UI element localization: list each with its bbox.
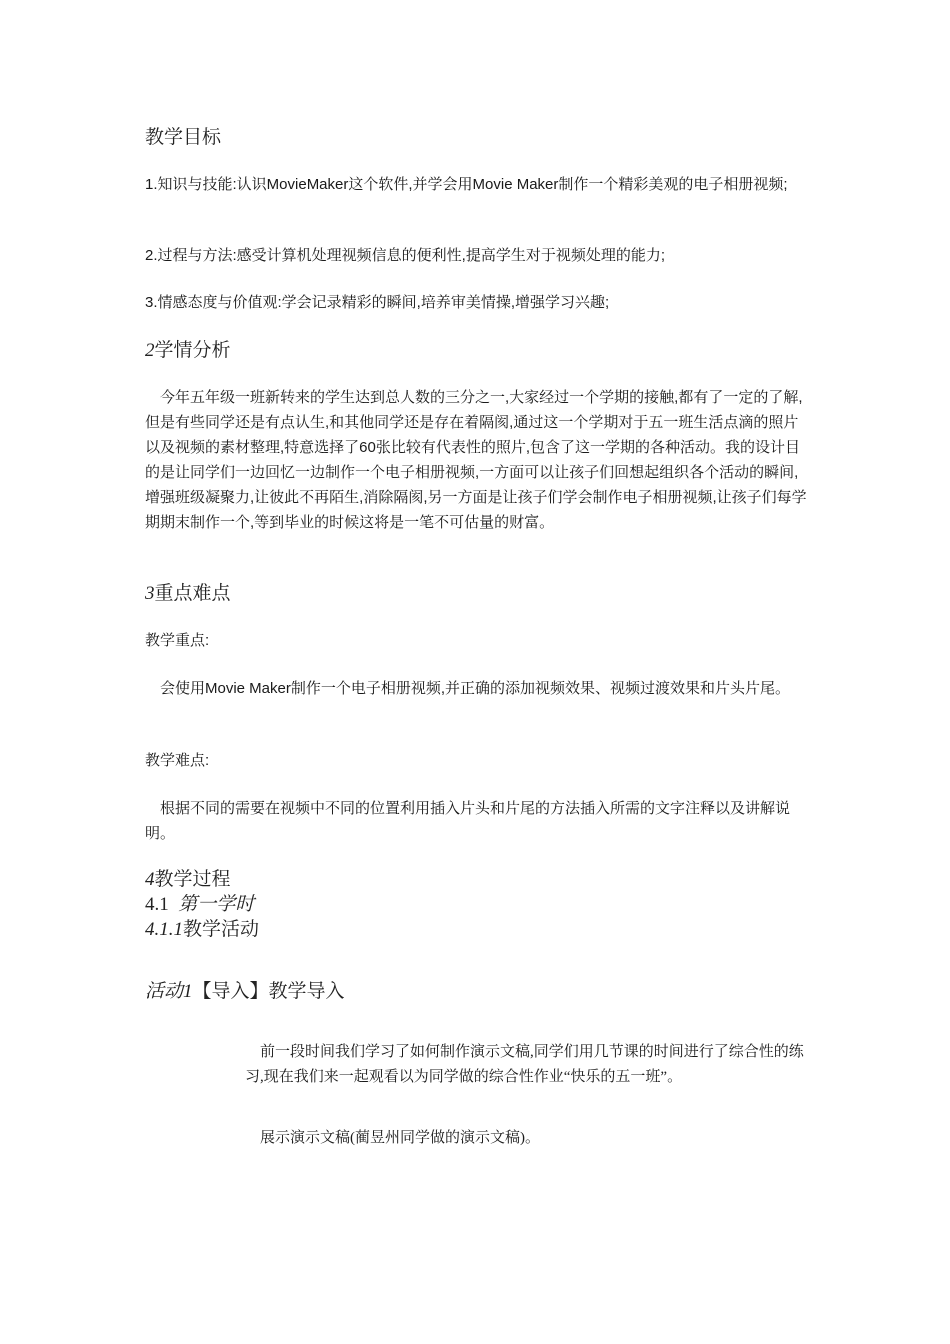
objective-item-1: 1.知识与技能:认识MovieMaker这个软件,并学会用Movie Maker制作一个精彩美观的电子相册视频;	[145, 176, 788, 193]
difficulty-label: 教学难点:	[145, 752, 210, 769]
keypoints-number: 3	[145, 583, 155, 604]
activity-title: 【导入】教学导入	[192, 981, 345, 1002]
activity-section-number: 4.1.1	[145, 919, 183, 940]
process-number: 4	[145, 869, 155, 890]
section-heading-analysis	[145, 339, 810, 363]
section-heading-process	[145, 868, 810, 892]
focus-label: 教学重点:	[145, 632, 210, 649]
lesson-heading	[145, 893, 810, 917]
activity-section-title: 教学活动	[183, 919, 260, 940]
keypoints-heading-text: 重点难点	[154, 583, 231, 604]
activity-label: 活动1	[145, 981, 193, 1002]
analysis-number: 2	[145, 340, 155, 361]
analysis-heading-text: 学情分析	[154, 340, 231, 361]
analysis-paragraph: 今年五年级一班新转来的学生达到总人数的三分之一,大家经过一个学期的接触,都有了一定的了解,但是有些同学还是有点认生,和其他同学还是存在着隔阂,通过这一个学期对于五一班生活点滴的照片以及视频的素材整理,特意选择了60张比较有代表性的照片,包含了这一学期的各种活动。我的设计目的是让同学们一边回忆一边制作一个电子相册视频,一方面可以让孩子们回想起组织各个活动的瞬间,增强班级凝聚力,让彼此不再陌生,消除隔阂,另一方面是让孩子们学会制作电子相册视频,让孩子们每学期期末制作一个,等到毕业的时候这将是一笔不可估量的财富。	[145, 389, 807, 531]
section-heading-keypoints	[145, 582, 810, 606]
activity-paragraph-2: 展示演示文稿(蔺昱州同学做的演示文稿)。	[260, 1130, 540, 1146]
activity-paragraph-1: 前一段时间我们学习了如何制作演示文稿,同学们用几节课的时间进行了综合性的练习,现在我们来一起观看以为同学做的综合性作业“快乐的五一班”。	[245, 1044, 804, 1085]
lesson-title: 第一学时	[178, 894, 255, 915]
focus-text: 会使用Movie Maker制作一个电子相册视频,并正确的添加视频效果、视频过渡效果和片头片尾。	[160, 680, 791, 697]
objectives-heading-text: 教学目标	[145, 127, 222, 148]
objective-item-3: 3.情感态度与价值观:学会记录精彩的瞬间,培养审美情操,增强学习兴趣;	[145, 294, 610, 311]
difficulty-text: 根据不同的需要在视频中不同的位置利用插入片头和片尾的方法插入所需的文字注释以及讲解说明。	[145, 800, 791, 842]
process-heading-text: 教学过程	[154, 869, 231, 890]
lesson-number: 4.1	[145, 894, 169, 915]
activity-heading	[145, 980, 810, 1004]
activity-section-heading	[145, 918, 810, 942]
objective-item-2: 2.过程与方法:感受计算机处理视频信息的便利性,提高学生对于视频处理的能力;	[145, 247, 666, 264]
section-heading-objectives	[145, 126, 810, 150]
